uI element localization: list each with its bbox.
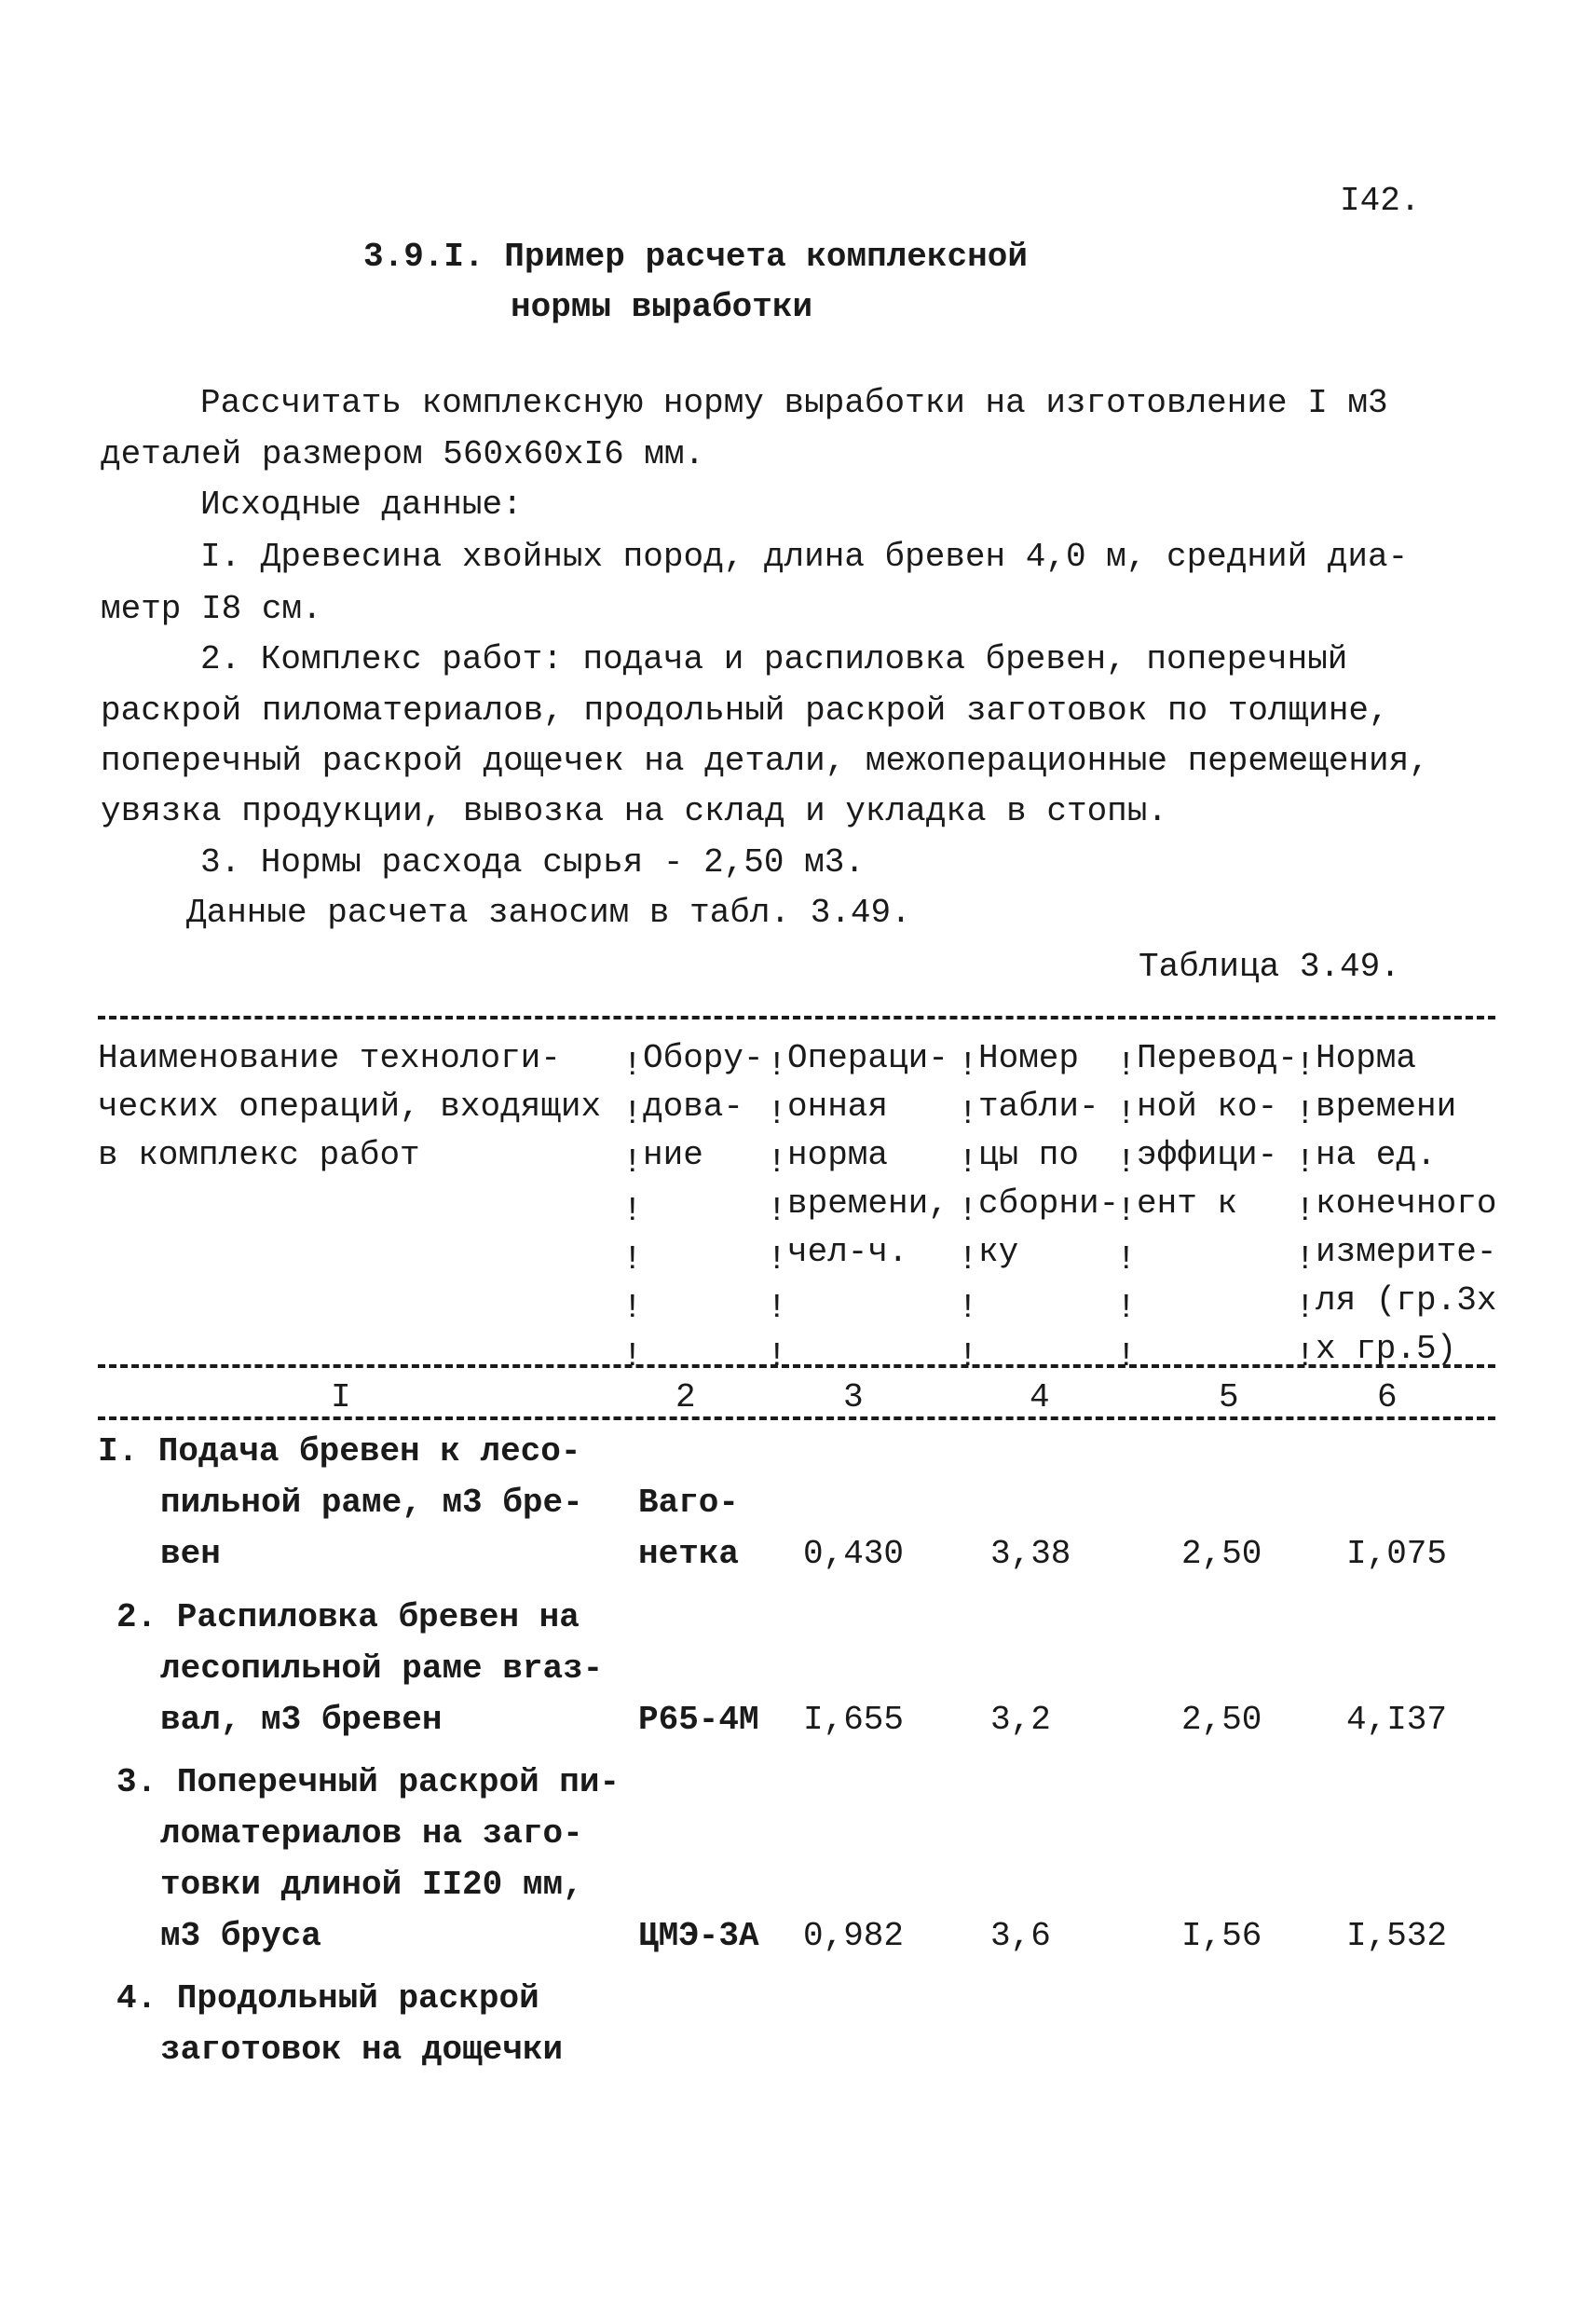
row-coefficient: 2,50	[1181, 1535, 1262, 1573]
header-col-5-line: эффици-	[1137, 1136, 1278, 1174]
col-number: I	[331, 1378, 351, 1416]
header-col-6-line: х гр.5)	[1316, 1330, 1457, 1368]
row-result: I,532	[1346, 1917, 1448, 1955]
separator-col-6: ! ! ! ! ! ! !	[1295, 1047, 1316, 1375]
item-2-line-3: поперечный раскрой дощечек на детали, межоперационные перемещения,	[101, 742, 1429, 780]
item-2-line-1: 2. Комплекс работ: подача и распиловка бревен, поперечный	[200, 640, 1348, 678]
row-norm: I,655	[803, 1701, 905, 1739]
item-1-line-2: метр I8 см.	[101, 590, 322, 628]
row-name-line: 4. Продольный раскрой	[116, 1979, 539, 2018]
header-col-2-line: ние	[643, 1136, 703, 1174]
header-col-6-line: измерите-	[1316, 1233, 1497, 1271]
header-col-3-line: онная	[787, 1088, 889, 1126]
row-name-line: пильной раме, м3 бре-	[160, 1484, 583, 1522]
item-2-line-2: раскрой пиломатериалов, продольный раскрой заготовок по толщине,	[101, 691, 1389, 730]
header-col-6-line: конечного	[1316, 1184, 1497, 1223]
header-col-4-line: ку	[978, 1233, 1019, 1271]
col-number: 2	[675, 1378, 696, 1416]
row-coefficient: 2,50	[1181, 1701, 1262, 1739]
separator-col-4: ! ! ! ! ! ! !	[958, 1047, 978, 1375]
row-equipment: нетка	[638, 1535, 740, 1573]
header-col-2-line: дова-	[643, 1088, 744, 1126]
header-bottom-rule	[98, 1364, 1495, 1368]
section-heading-line-2: нормы выработки	[511, 288, 813, 326]
input-data-label: Исходные данные:	[200, 486, 523, 524]
header-col-1-line: Наименование технологи-	[98, 1039, 561, 1077]
header-col-6-line: времени	[1316, 1088, 1457, 1126]
separator-col-2: ! ! ! ! ! ! !	[622, 1047, 643, 1375]
intro-paragraph-line-2: деталей размером 560х60хI6 мм.	[101, 435, 705, 473]
row-name-line: вен	[160, 1535, 221, 1573]
row-result: 4,I37	[1346, 1701, 1448, 1739]
header-col-4-line: цы по	[978, 1136, 1080, 1174]
col-number: 4	[1030, 1378, 1050, 1416]
header-col-1-line: в комплекс работ	[98, 1136, 420, 1174]
col-number: 3	[843, 1378, 864, 1416]
col-number: 5	[1219, 1378, 1239, 1416]
row-equipment: ЦМЭ-3А	[638, 1917, 759, 1955]
row-equipment: Р65-4М	[638, 1701, 759, 1739]
header-col-3-line: норма	[787, 1136, 889, 1174]
row-table-number: 3,6	[990, 1917, 1051, 1955]
row-norm: 0,430	[803, 1535, 905, 1573]
row-name-line: I. Подача бревен к лесо-	[98, 1432, 581, 1471]
item-2-line-4: увязка продукции, вывозка на склад и укладка в стопы.	[101, 792, 1167, 830]
item-1-line-1: I. Древесина хвойных пород, длина бревен 4,0 м, средний диа-	[200, 538, 1409, 576]
row-name-line: 2. Распиловка бревен на	[116, 1598, 580, 1636]
row-table-number: 3,38	[990, 1535, 1071, 1573]
header-col-4-line: Номер	[978, 1039, 1080, 1077]
page-number: I42.	[1340, 182, 1421, 220]
header-col-3-line: времени,	[787, 1184, 948, 1223]
row-name-line: м3 бруса	[160, 1917, 321, 1955]
row-coefficient: I,56	[1181, 1917, 1262, 1955]
header-col-5-line: Перевод-	[1137, 1039, 1298, 1077]
header-col-2-line: Обору-	[643, 1039, 764, 1077]
header-col-3-line: чел-ч.	[787, 1233, 908, 1271]
section-heading-line-1: 3.9.I. Пример расчета комплексной	[363, 238, 1028, 276]
intro-paragraph-line-1: Рассчитать комплексную норму выработки на изготовление I м3	[200, 384, 1388, 422]
row-name-line: товки длиной II20 мм,	[160, 1866, 583, 1904]
table-reference-note: Данные расчета заносим в табл. 3.49.	[186, 894, 911, 932]
header-col-4-line: сборни-	[978, 1184, 1120, 1223]
table-top-rule	[98, 1016, 1495, 1019]
row-result: I,075	[1346, 1535, 1448, 1573]
row-norm: 0,982	[803, 1917, 905, 1955]
table-caption: Таблица 3.49.	[1139, 948, 1400, 986]
row-equipment: Ваго-	[638, 1484, 740, 1522]
header-col-3-line: Операци-	[787, 1039, 948, 1077]
header-col-4-line: табли-	[978, 1088, 1099, 1126]
header-col-5-line: ент к	[1137, 1184, 1238, 1223]
header-col-6-line: ля (гр.3х	[1316, 1281, 1497, 1320]
item-3: 3. Нормы расхода сырья - 2,50 м3.	[200, 843, 865, 882]
header-col-5-line: ной ко-	[1137, 1088, 1278, 1126]
row-name-line: лесопильной раме вraз-	[160, 1649, 604, 1688]
row-name-line: вал, м3 бревен	[160, 1701, 443, 1739]
row-name-line: ломатериалов на заго-	[160, 1814, 583, 1853]
header-col-1-line: ческих операций, входящих	[98, 1088, 602, 1126]
separator-col-3: ! ! ! ! ! ! !	[767, 1047, 787, 1375]
column-numbers-bottom-rule	[98, 1416, 1495, 1420]
header-col-6-line: на ед.	[1316, 1136, 1437, 1174]
row-table-number: 3,2	[990, 1701, 1051, 1739]
row-name-line: заготовок на дощечки	[160, 2031, 564, 2069]
separator-col-5: ! ! ! ! ! ! !	[1116, 1047, 1137, 1375]
col-number: 6	[1377, 1378, 1398, 1416]
row-name-line: 3. Поперечный раскрой пи-	[116, 1763, 621, 1801]
header-col-6-line: Норма	[1316, 1039, 1417, 1077]
